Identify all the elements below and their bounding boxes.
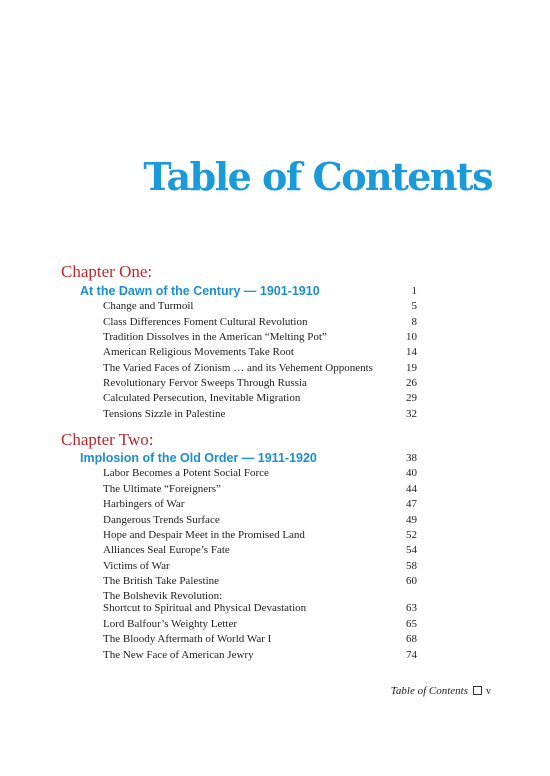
page-number: 32: [406, 408, 417, 420]
page-number: 65: [406, 618, 417, 630]
toc-entry: Tensions Sizzle in Palestine: [103, 408, 226, 420]
page-footer: [0, 684, 491, 699]
page-number: 60: [406, 575, 417, 587]
toc-entry: Change and Turmoil: [103, 300, 194, 312]
toc-entry: The Ultimate “Foreigners”: [103, 483, 221, 495]
page-number: 40: [406, 467, 417, 479]
page-number: 63: [406, 602, 417, 614]
page-number: 54: [406, 544, 417, 556]
toc-entry: Lord Balfour’s Weighty Letter: [103, 618, 238, 630]
page-number: 44: [406, 483, 417, 495]
toc-entry: Revolutionary Fervor Sweeps Through Russia: [103, 377, 307, 389]
chapter-label: Chapter One:: [61, 262, 153, 281]
page-number: 38: [406, 452, 417, 464]
toc-entry: Shortcut to Spiritual and Physical Devastation: [103, 602, 307, 614]
toc-entry: Labor Becomes a Potent Social Force: [103, 467, 269, 479]
toc-entry: Victims of War: [103, 560, 170, 572]
chapter-label: Chapter Two:: [61, 430, 154, 449]
chapter-title: At the Dawn of the Century — 1901-1910: [80, 284, 320, 298]
page-number: 10: [406, 331, 417, 343]
page-number: 29: [406, 392, 417, 404]
toc-entry: The New Face of American Jewry: [103, 649, 254, 661]
page-number: 58: [406, 560, 417, 572]
toc-entry: Calculated Persecution, Inevitable Migration: [103, 392, 301, 404]
page-number: 74: [406, 649, 417, 661]
toc-entry: Class Differences Foment Cultural Revolution: [103, 316, 308, 328]
toc-entry: The Bolshevik Revolution:: [103, 590, 223, 602]
page-number: 1: [411, 285, 417, 297]
square-icon: [473, 686, 482, 695]
page-number: 19: [406, 362, 417, 374]
page-number: 5: [411, 300, 417, 312]
toc-entry: The British Take Palestine: [103, 575, 220, 587]
toc-entry: Hope and Despair Meet in the Promised Land: [103, 529, 305, 541]
page-number: 26: [406, 377, 417, 389]
page-title: Table of Contents: [143, 154, 492, 199]
running-head: Table of Contents: [390, 685, 468, 697]
page-number: 8: [411, 316, 417, 328]
toc-entry: The Bloody Aftermath of World War I: [103, 633, 272, 645]
toc-entry: Dangerous Trends Surface: [103, 514, 220, 526]
toc-entry: The Varied Faces of Zionism … and its Vehement Opponents: [103, 362, 373, 374]
page-number: 49: [406, 514, 417, 526]
page-number: 14: [406, 346, 417, 358]
page-number: 68: [406, 633, 417, 645]
page-number: 52: [406, 529, 417, 541]
toc-entry: Tradition Dissolves in the American “Melting Pot”: [103, 331, 327, 343]
toc-entry: American Religious Movements Take Root: [103, 346, 294, 358]
folio-page-number: v: [486, 686, 491, 697]
toc-entry: Alliances Seal Europe’s Fate: [103, 544, 230, 556]
toc-entry: Harbingers of War: [103, 498, 185, 510]
chapter-title: Implosion of the Old Order — 1911-1920: [80, 451, 317, 465]
page-number: 47: [406, 498, 417, 510]
